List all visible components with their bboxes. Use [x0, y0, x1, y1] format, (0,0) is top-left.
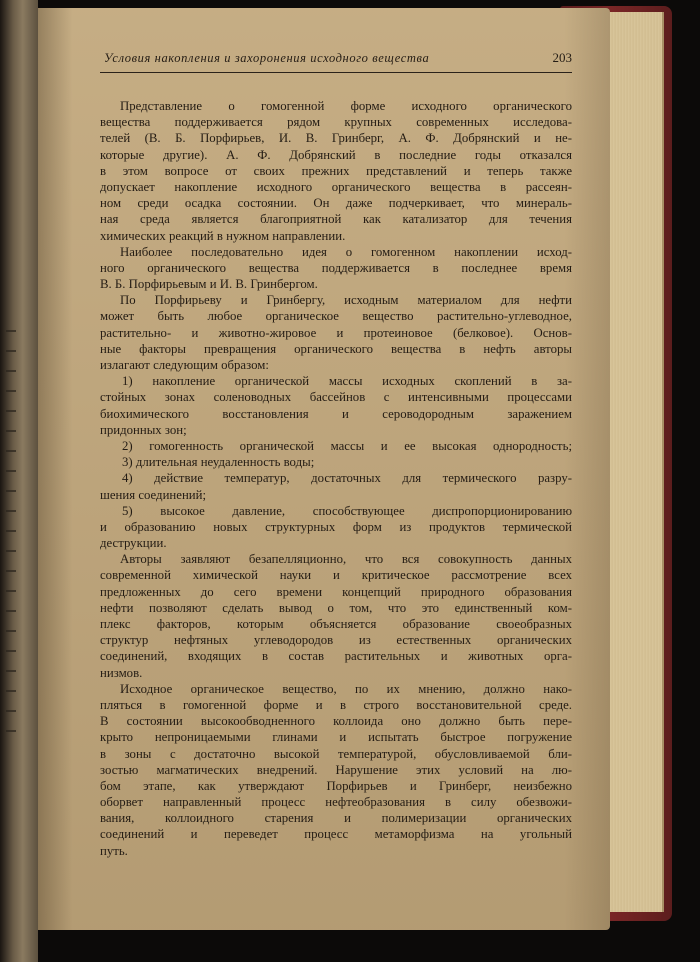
- text-line: крыто непроницаемыми глинами и испытать быстрое погружение: [100, 730, 572, 745]
- text-line: пляться в гомогенной форме и в строго восстановительной среде.: [100, 697, 572, 712]
- list-item: 5) высокое давление, способствующее диспропорционированию: [122, 503, 572, 518]
- text-line: В. Б. Порфирьевым и И. В. Гринбергом.: [100, 277, 318, 292]
- text-line: биохимического восстановления и сероводородным заражением: [100, 406, 572, 421]
- text-line: излагают следующим образом:: [100, 358, 269, 372]
- page-edges: [606, 12, 664, 912]
- left-page-text-fragments: [6, 330, 20, 750]
- text-line: современной химической науки и критическое рассмотрение всех: [100, 568, 572, 583]
- left-page-edge: [0, 0, 38, 962]
- list-item: 3) длительная неудаленность воды;: [122, 455, 315, 470]
- text-line: в зоны с достаточно высокой температурой, обусловливаемой бли-: [100, 746, 572, 761]
- text-line: Наиболее последовательно идея о гомогенном накоплении исход-: [120, 244, 572, 259]
- page-number: 203: [552, 50, 572, 65]
- text-line: зостью магматических внедрений. Нарушение этих условий на лю-: [100, 762, 572, 777]
- text-line: шения соединений;: [100, 487, 207, 502]
- text-line: соединений, входящих в состав растительных и животных орга-: [100, 649, 572, 664]
- text-line: Представление о гомогенной форме исходного органического: [120, 99, 572, 113]
- text-line: придонных зон;: [100, 422, 187, 437]
- text-line: нефти позволяют сделать вывод о том, что это единственный ком-: [100, 600, 572, 615]
- text-line: стойных зонах соленоводных бассейнов с интенсивными процессами: [100, 390, 572, 405]
- text-line: ного органического вещества поддерживается в последнее время: [100, 260, 572, 275]
- text-line: и образованию новых структурных форм из продуктов термической: [100, 519, 572, 534]
- text-line: растительно- и животно-жировое и протеиновое (белковое). Основ-: [100, 325, 572, 340]
- text-line: низмов.: [100, 665, 143, 680]
- text-line: предложенных до сего времени концепций природного образования: [100, 584, 572, 599]
- text-line: По Порфирьеву и Гринбергу, исходным материалом для нефти: [120, 293, 572, 308]
- text-line: структур нефтяных углеводородов из естественных органических: [100, 633, 572, 648]
- text-line: ные факторы превращения органического вещества в нефть авторы: [100, 341, 572, 356]
- text-line: Авторы заявляют безапелляционно, что вся совокупность данных: [120, 552, 572, 567]
- text-line: допускает накопление исходного органического вещества в рассеян-: [100, 179, 572, 194]
- text-line: В состоянии высокообводненного коллоида оно должно быть пере-: [100, 714, 572, 729]
- text-line: деструкции.: [100, 536, 167, 551]
- text-line: путь.: [100, 843, 128, 858]
- body-text: [100, 98, 572, 859]
- text-line: которые другие). А. Ф. Добрянский в последние годы отказался: [100, 147, 572, 162]
- running-title: Условия накопления и захоронения исходного вещества: [104, 51, 430, 65]
- list-item: 4) действие температур, достаточных для термического разру-: [122, 471, 572, 486]
- text-line: вещества поддерживается рядом крупных современных исследова-: [100, 115, 572, 130]
- text-line: соединений и переведет процесс метаморфизма на угольный: [100, 827, 572, 842]
- text-line: в этом вопросе от своих прежних представлений и теперь также: [100, 163, 572, 178]
- text-line: химических реакций в нужном направлении.: [100, 228, 346, 243]
- text-line: ная среда является благоприятной как катализатор для течения: [100, 212, 572, 227]
- list-item: 2) гомогенность органической массы и ее высокая однородность;: [122, 438, 572, 453]
- text-line: может быть любое органическое вещество растительно-углеводное,: [100, 309, 572, 324]
- text-line: оборвет направленный процесс нефтеобразования в силу обезвожи-: [100, 795, 572, 810]
- list-item: 1) накопление органической массы исходных скоплений в за-: [122, 374, 572, 389]
- text-line: телей (В. Б. Порфирьев, И. В. Гринберг, А. Ф. Добрянский и не-: [100, 131, 572, 146]
- running-head: [100, 50, 572, 73]
- book-page: [38, 8, 610, 930]
- text-line: ном среди осадка состоянии. Он даже подчеркивает, что минераль-: [100, 196, 572, 211]
- text-line: бом этапе, как утверждают Порфирьев и Гринберг, неизбежно: [100, 778, 572, 793]
- text-line: Исходное органическое вещество, по их мнению, должно нако-: [120, 681, 572, 696]
- text-line: вания, коллоидного старения и полимеризации органических: [100, 811, 572, 826]
- text-line: плекс факторов, которым объясняется образование своеобразных: [100, 617, 572, 631]
